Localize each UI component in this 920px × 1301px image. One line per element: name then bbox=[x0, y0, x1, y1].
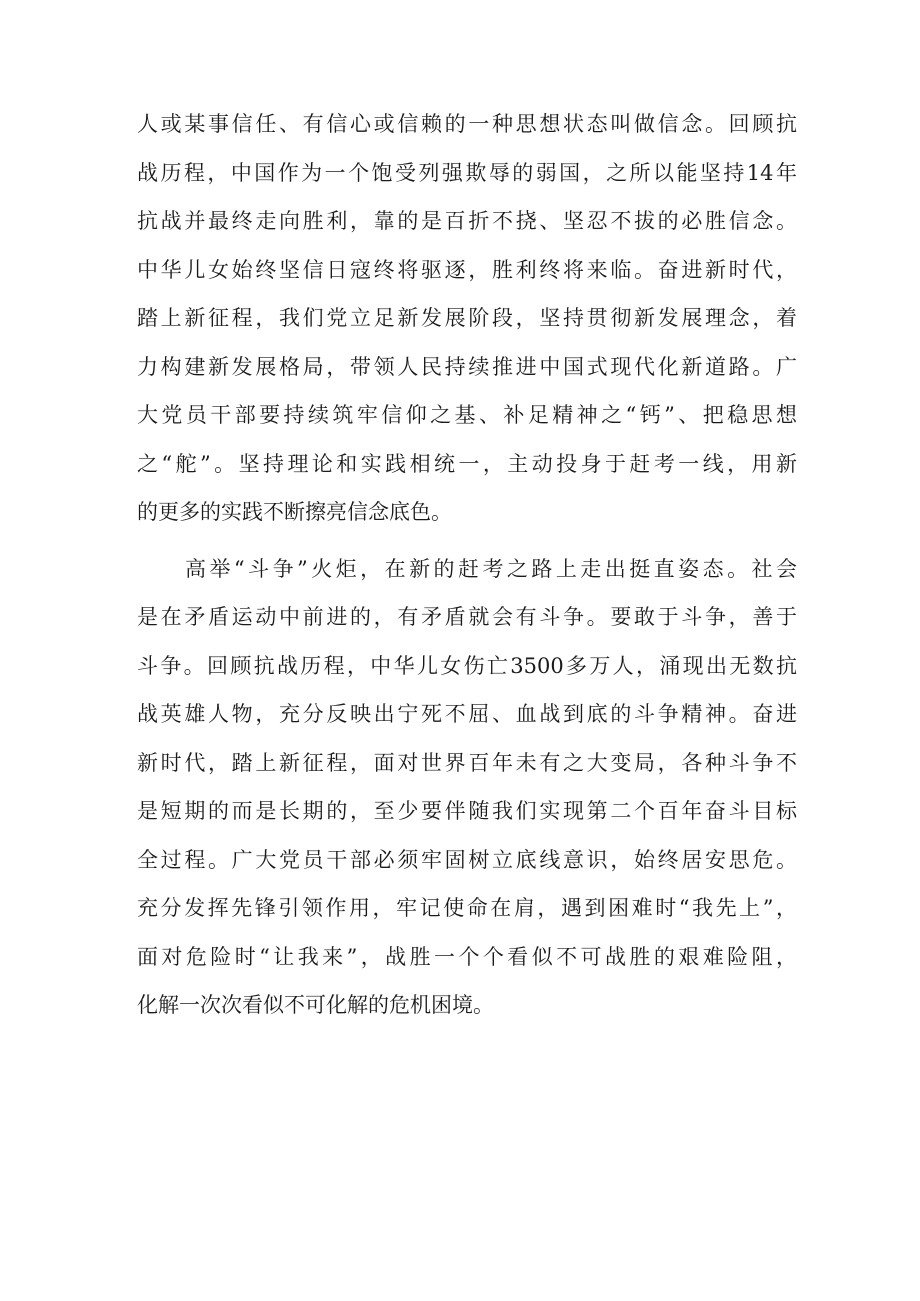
text-line: 中华儿女始终坚信日寇终将驱逐，胜利终将来临。奋进新时代， bbox=[137, 257, 797, 282]
text-line: 踏上新征程，我们党立足新发展阶段，坚持贯彻新发展理念，着 bbox=[137, 306, 797, 330]
text-line: 大党员干部要持续筑牢信仰之基、补足精神之“钙”、把稳思想 bbox=[137, 403, 797, 427]
text-line: 抗战并最终走向胜利，靠的是百折不挠、坚忍不拔的必胜信念。 bbox=[137, 209, 797, 233]
text-line: 战历程，中国作为一个饱受列强欺辱的弱国，之所以能坚持14年 bbox=[137, 160, 797, 185]
text-line: 是短期的而是长期的，至少要伴随我们实现第二个百年奋斗目标 bbox=[137, 799, 797, 823]
text-line: 化解一次次看似不可化解的危机困境。 bbox=[137, 993, 494, 1017]
paragraph-2 bbox=[137, 545, 797, 1030]
text-line: 面对危险时“让我来”，战胜一个个看似不可战胜的艰难险阻， bbox=[137, 944, 797, 969]
text-line: 力构建新发展格局，带领人民持续推进中国式现代化新道路。广 bbox=[137, 354, 797, 379]
text-line: 是在矛盾运动中前进的，有矛盾就会有斗争。要敢于斗争，善于 bbox=[137, 605, 797, 629]
text-line: 的更多的实践不断擦亮信念底色。 bbox=[137, 500, 452, 524]
text-line: 人或某事信任、有信心或信赖的一种思想状态叫做信念。回顾抗 bbox=[137, 112, 797, 136]
paragraph-gap bbox=[137, 537, 797, 545]
text-line: 斗争。回顾抗战历程，中华儿女伤亡3500多万人，涌现出无数抗 bbox=[137, 653, 797, 678]
text-line: 战英雄人物，充分反映出宁死不屈、血战到底的斗争精神。奋进 bbox=[137, 702, 797, 726]
paragraph-1 bbox=[137, 100, 797, 537]
text-line: 全过程。广大党员干部必须牢固树立底线意识，始终居安思危。 bbox=[137, 847, 797, 872]
text-line: 之“舵”。坚持理论和实践相统一，主动投身于赶考一线，用新 bbox=[137, 451, 797, 476]
text-line: 充分发挥先锋引领作用，牢记使命在肩，遇到困难时“我先上”， bbox=[137, 896, 797, 920]
text-line: 新时代，踏上新征程，面对世界百年未有之大变局，各种斗争不 bbox=[137, 750, 797, 775]
body-text bbox=[137, 100, 797, 1030]
text-line: 高举“斗争”火炬，在新的赶考之路上走出挺直姿态。社会 bbox=[185, 556, 797, 581]
